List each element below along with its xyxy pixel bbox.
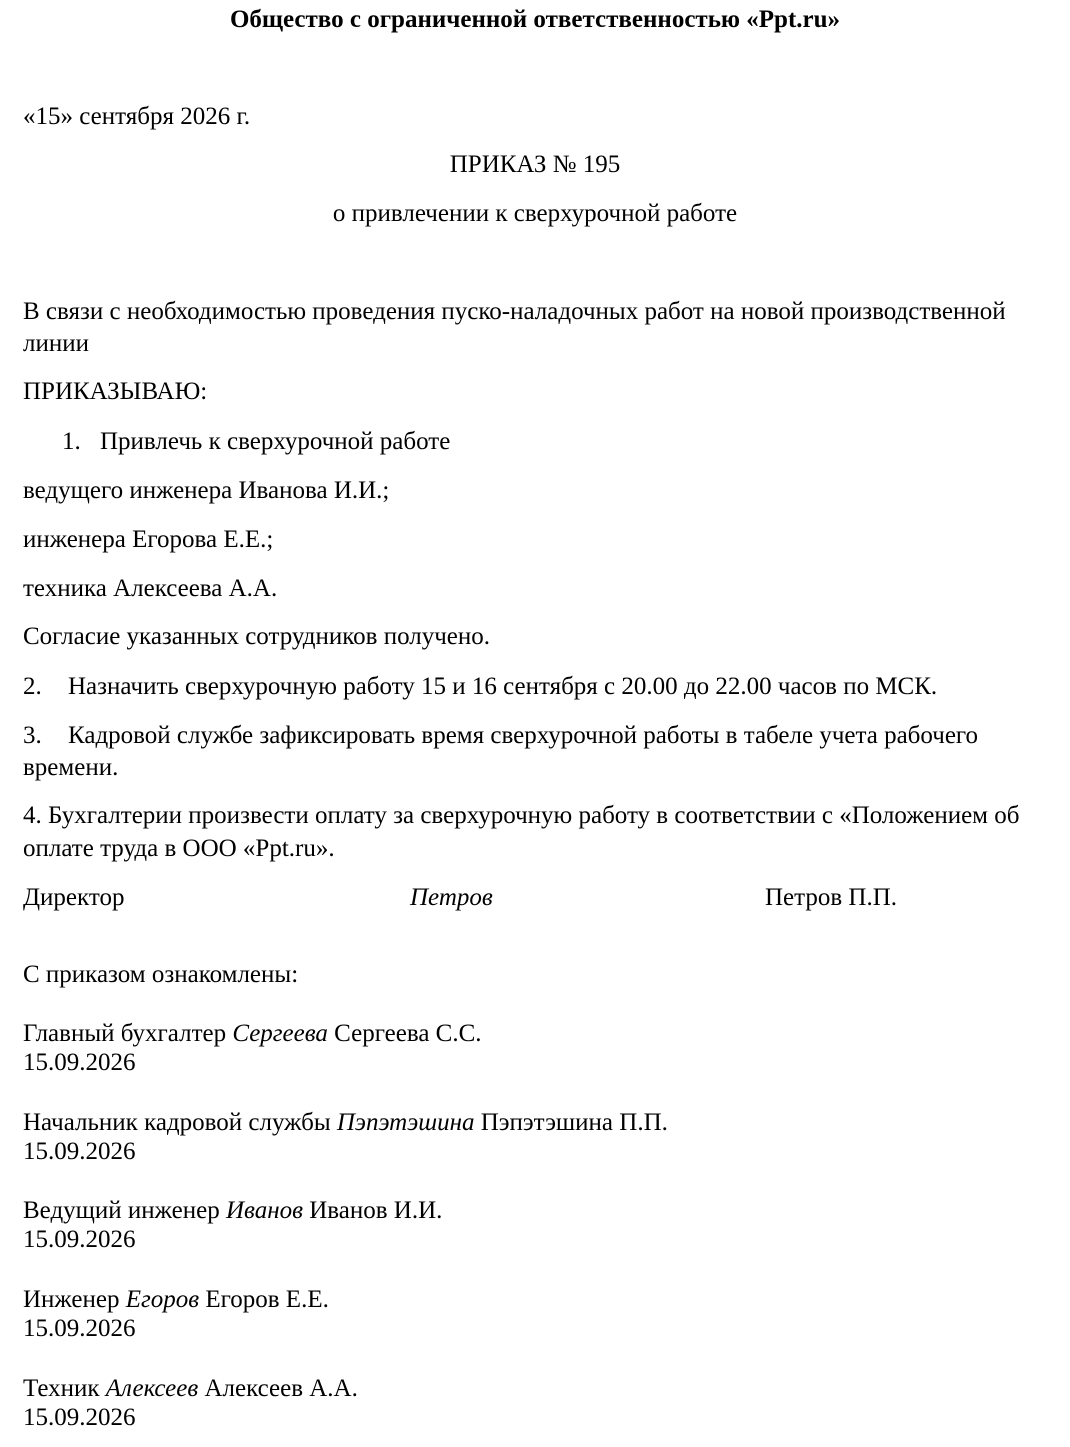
ack-date: 15.09.2026 <box>23 1138 136 1165</box>
consent-text: Согласие указанных сотрудников получено. <box>23 623 491 650</box>
acknowledged-heading: С приказом ознакомлены: <box>23 961 299 988</box>
ack-name: Егоров Е.Е. <box>205 1286 329 1313</box>
ack-date: 15.09.2026 <box>23 1049 136 1076</box>
director-signature: Петров <box>410 884 493 911</box>
ack-position: Начальник кадровой службы <box>23 1109 331 1136</box>
ack-name: Алексеев А.А. <box>204 1375 358 1402</box>
order-command: ПРИКАЗЫВАЮ: <box>23 378 208 405</box>
ack-name: Сергеева С.С. <box>334 1020 482 1047</box>
director-position: Директор <box>23 884 125 911</box>
ack-signature: Иванов <box>225 1197 303 1224</box>
item-1-number: 1. <box>62 428 81 455</box>
item-3-text: Кадровой службе зафиксировать время сверхурочной работы в табеле учета рабочего <box>68 722 979 749</box>
ack-signature: Пэпэтэшина <box>336 1109 475 1136</box>
item-3-number: 3. <box>23 722 42 749</box>
ack-date: 15.09.2026 <box>23 1226 136 1253</box>
ack-position: Главный бухгалтер <box>23 1020 227 1047</box>
ack-position: Техник <box>23 1375 100 1402</box>
intro-text-continued: линии <box>23 330 89 357</box>
employee-line: инженера Егорова Е.Е.; <box>23 526 274 553</box>
item-2-text: Назначить сверхурочную работу 15 и 16 сентября с 20.00 до 22.00 часов по МСК. <box>68 673 938 700</box>
employee-line: ведущего инженера Иванова И.И.; <box>23 477 390 504</box>
ack-signature: Сергеева <box>232 1020 328 1047</box>
order-title: ПРИКАЗ № 195 <box>449 151 621 178</box>
item-4-text-continued: оплате труда в ООО «Ppt.ru». <box>23 835 335 862</box>
item-4-text: 4. Бухгалтерии произвести оплату за сверхурочную работу в соответствии с «Положением об <box>23 802 1020 829</box>
item-3-text-continued: времени. <box>23 754 119 781</box>
ack-position: Ведущий инженер <box>23 1197 220 1224</box>
ack-name: Пэпэтэшина П.П. <box>480 1109 668 1136</box>
company-header: Общество с ограниченной ответственностью «Ppt.ru» <box>229 6 841 33</box>
item-1-text: Привлечь к сверхурочной работе <box>100 428 451 455</box>
order-date: «15» сентября 2026 г. <box>23 103 251 130</box>
ack-signature: Егоров <box>125 1286 200 1313</box>
ack-date: 15.09.2026 <box>23 1315 136 1342</box>
employee-line: техника Алексеева А.А. <box>23 575 278 602</box>
order-subject: о привлечении к сверхурочной работе <box>332 200 738 227</box>
ack-position: Инженер <box>23 1286 120 1313</box>
ack-name: Иванов И.И. <box>309 1197 443 1224</box>
intro-text: В связи с необходимостью проведения пуско-наладочных работ на новой производственной <box>23 298 1006 325</box>
item-2-number: 2. <box>23 673 42 700</box>
ack-signature: Алексеев <box>105 1375 199 1402</box>
ack-date: 15.09.2026 <box>23 1404 136 1431</box>
director-name: Петров П.П. <box>765 884 898 911</box>
